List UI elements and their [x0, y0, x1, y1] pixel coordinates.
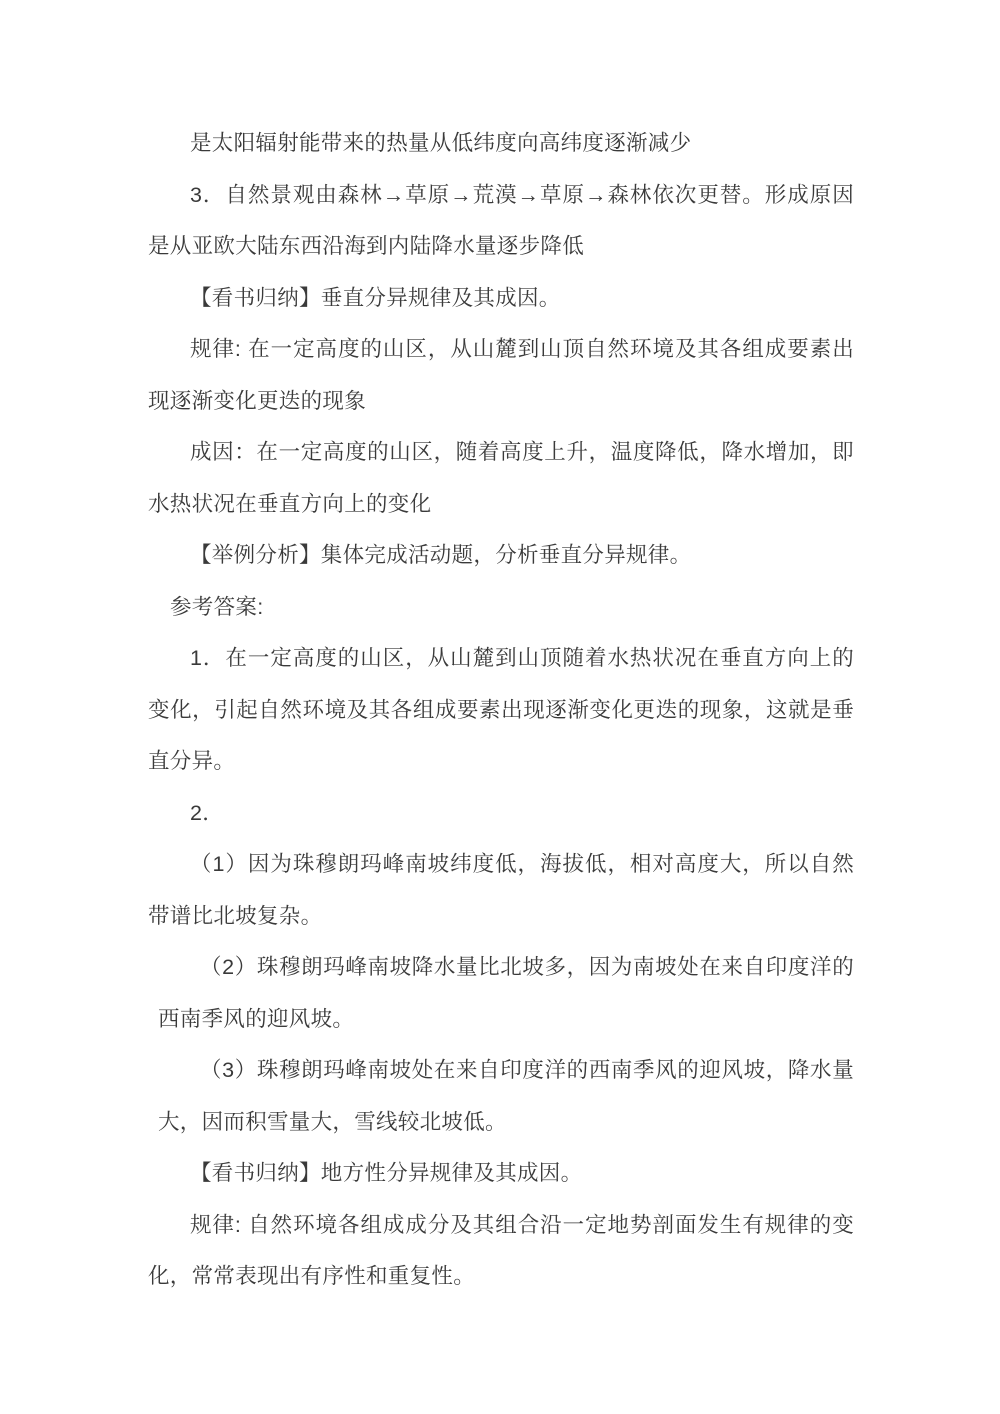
paragraph-item-3-landscape: 3．自然景观由森林→草原→荒漠→草原→森林依次更替。形成原因是从亚欧大陆东西沿海到内陆降水量逐步降低 — [148, 182, 854, 258]
document-text-body — [148, 118, 854, 1303]
paragraph-answer-2-2: （2）珠穆朗玛峰南坡降水量比北坡多，因为南坡处在来自印度洋的西南季风的迎风坡。 — [158, 955, 854, 1031]
paragraph-answer-1: 1．在一定高度的山区，从山麓到山顶随着水热状况在垂直方向上的变化，引起自然环境及其各组成要素出现逐渐变化更迭的现象，这就是垂直分异。 — [148, 646, 854, 773]
paragraph-heading-vertical-differentiation: 【看书归纳】垂直分异规律及其成因。 — [190, 285, 561, 310]
paragraph-heading-local-differentiation: 【看书归纳】地方性分异规律及其成因。 — [190, 1161, 583, 1185]
paragraph-heat-decrease: 是太阳辐射能带来的热量从低纬度向高纬度逐渐减少 — [190, 131, 692, 155]
paragraph-reference-answer-label: 参考答案: — [170, 594, 264, 619]
paragraph-rule-vertical: 规律: 在一定高度的山区，从山麓到山顶自然环境及其各组成要素出现逐渐变化更迭的现象 — [148, 337, 854, 413]
paragraph-rule-local: 规律: 自然环境各组成成分及其组合沿一定地势剖面发生有规律的变化，常常表现出有序性和重复性。 — [148, 1212, 854, 1288]
paragraph-answer-2-label: 2． — [190, 800, 225, 825]
paragraph-cause-vertical: 成因：在一定高度的山区，随着高度上升，温度降低，降水增加，即水热状况在垂直方向上的变化 — [148, 440, 854, 516]
paragraph-heading-case-analysis: 【举例分析】集体完成活动题，分析垂直分异规律。 — [190, 543, 692, 567]
paragraph-answer-2-1: （1）因为珠穆朗玛峰南坡纬度低，海拔低，相对高度大，所以自然带谱比北坡复杂。 — [148, 852, 854, 928]
paragraph-answer-2-3: （3）珠穆朗玛峰南坡处在来自印度洋的西南季风的迎风坡，降水量大，因而积雪量大，雪线较北坡低。 — [158, 1058, 854, 1134]
